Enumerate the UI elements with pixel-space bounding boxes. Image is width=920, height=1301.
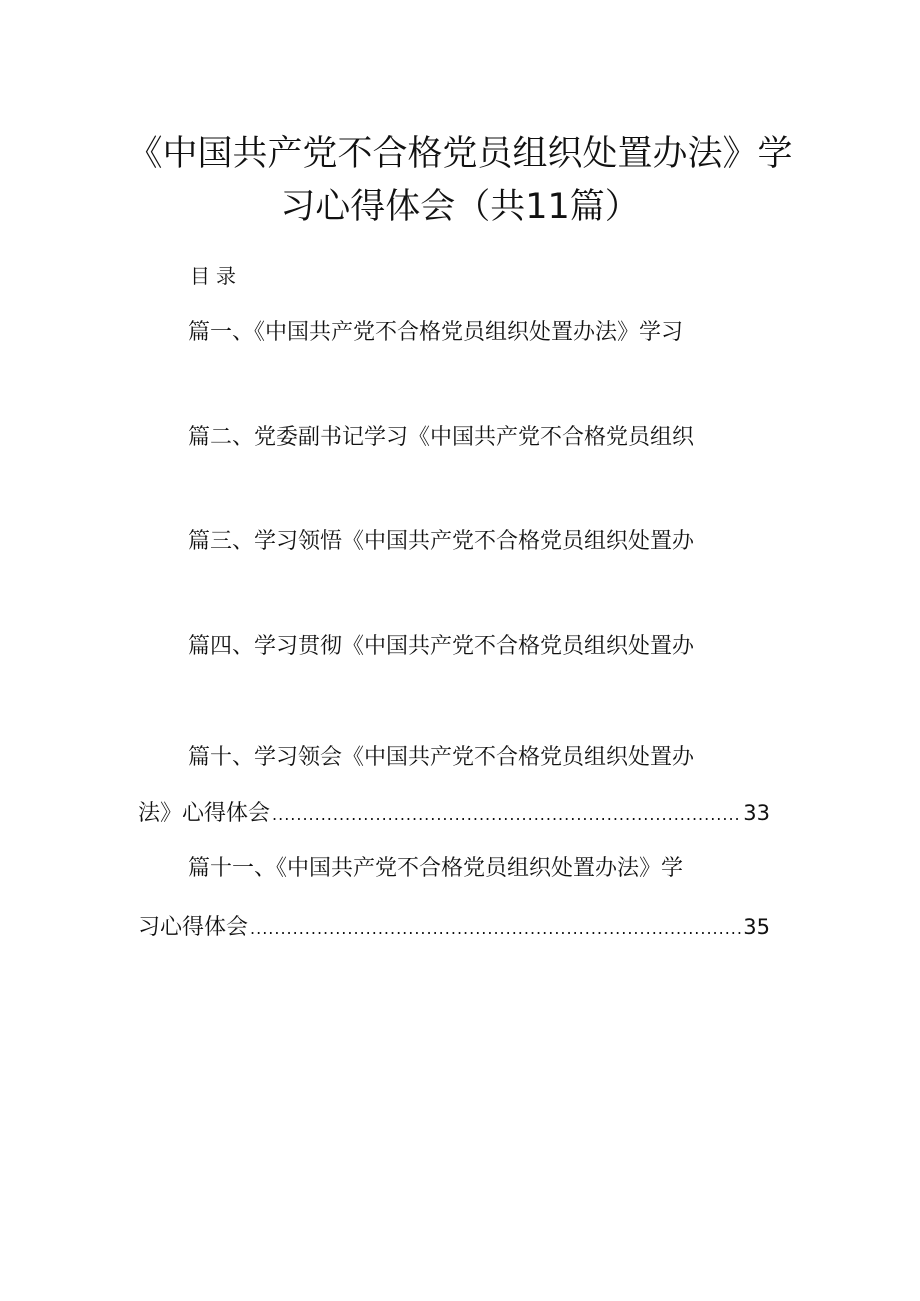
toc-entry-3-title[interactable]: 篇三、学习领悟《中国共产党不合格党员组织处置办 [188, 529, 695, 554]
toc-entry-10-continuation[interactable] [138, 798, 770, 830]
toc-entry-1-title[interactable]: 篇一、《中国共产党不合格党员组织处置办法》学习 [188, 320, 684, 345]
toc-entry-10-title-cont: 法》心得体会 [138, 801, 271, 826]
document-title-line-1: 《中国共产党不合格党员组织处置办法》学 [127, 134, 793, 174]
toc-dot-leader [250, 914, 741, 944]
toc-heading: 目录 [190, 264, 242, 288]
toc-entry-10-page-number: 33 [743, 801, 770, 825]
toc-entry-2-title[interactable]: 篇二、党委副书记学习《中国共产党不合格党员组织 [188, 425, 695, 450]
toc-entry-10-title[interactable]: 篇十、学习领会《中国共产党不合格党员组织处置办 [188, 745, 695, 770]
toc-entry-4-title[interactable]: 篇四、学习贯彻《中国共产党不合格党员组织处置办 [188, 634, 695, 659]
toc-entry-11-page-number: 35 [743, 915, 770, 939]
toc-entry-11-title[interactable]: 篇十一、《中国共产党不合格党员组织处置办法》学 [188, 856, 684, 881]
toc-entry-11-title-cont: 习心得体会 [138, 915, 249, 940]
document-title-line-2: 习心得体会（共11篇） [280, 187, 640, 227]
toc-entry-11-continuation[interactable] [138, 912, 770, 944]
toc-dot-leader [272, 800, 741, 830]
